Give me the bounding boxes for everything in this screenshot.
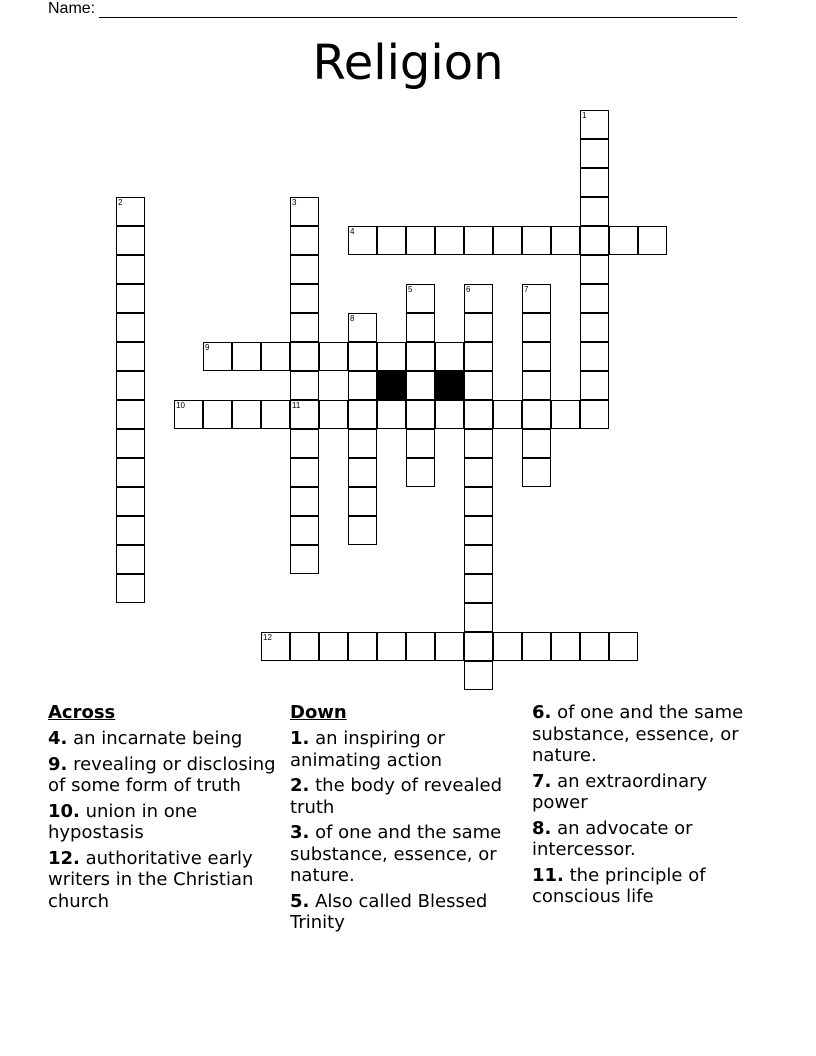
clue-down-3: 3. of one and the same substance, essence, or nature.: [290, 822, 502, 886]
grid-cell[interactable]: [464, 487, 493, 516]
grid-cell[interactable]: [464, 342, 493, 371]
grid-cell[interactable]: [116, 226, 145, 255]
grid-cell[interactable]: [609, 632, 638, 661]
grid-cell[interactable]: [290, 632, 319, 661]
grid-cell[interactable]: [319, 342, 348, 371]
clue-number: 6: [466, 285, 471, 294]
down-heading: Down: [290, 702, 347, 723]
clue-down-8: 8. an advocate or intercessor.: [532, 817, 693, 860]
grid-cell[interactable]: [290, 400, 319, 429]
grid-cell[interactable]: [580, 632, 609, 661]
clue-number: 11: [292, 401, 301, 410]
grid-cell[interactable]: [435, 400, 464, 429]
grid-cell[interactable]: [406, 429, 435, 458]
grid-cell[interactable]: [638, 226, 667, 255]
grid-cell[interactable]: [464, 574, 493, 603]
grid-cell[interactable]: [290, 487, 319, 516]
grid-cell[interactable]: [580, 110, 609, 139]
grid-cell[interactable]: [348, 313, 377, 342]
grid-cell[interactable]: [522, 284, 551, 313]
grid-cell[interactable]: [464, 545, 493, 574]
grid-cell[interactable]: [406, 400, 435, 429]
grid-cell[interactable]: [290, 226, 319, 255]
grid-cell[interactable]: [406, 371, 435, 400]
grid-cell[interactable]: [435, 226, 464, 255]
grid-cell[interactable]: [435, 632, 464, 661]
grid-cell[interactable]: [493, 632, 522, 661]
grid-cell[interactable]: [116, 284, 145, 313]
grid-cell[interactable]: [406, 632, 435, 661]
clue-down-7: 7. an extraordinary power: [532, 770, 708, 813]
grid-cell[interactable]: [580, 342, 609, 371]
grid-cell[interactable]: [290, 284, 319, 313]
clue-across-10: 10. union in one hypostasis: [48, 800, 198, 843]
grid-cell[interactable]: [348, 487, 377, 516]
down-clues: [290, 702, 526, 938]
grid-cell[interactable]: [464, 661, 493, 690]
grid-cell[interactable]: [261, 342, 290, 371]
grid-cell[interactable]: [232, 400, 261, 429]
grid-cell[interactable]: [609, 226, 638, 255]
grid-cell[interactable]: [522, 371, 551, 400]
grid-cell[interactable]: [580, 197, 609, 226]
clue-number: 1: [582, 111, 587, 120]
grid-cell[interactable]: [464, 226, 493, 255]
grid-cell[interactable]: [406, 226, 435, 255]
grid-cell[interactable]: [116, 197, 145, 226]
grid-cell[interactable]: [348, 400, 377, 429]
grid-cell[interactable]: [580, 371, 609, 400]
clue-down-5: 5. Also called Blessed Trinity: [290, 890, 488, 933]
grid-cell[interactable]: [116, 371, 145, 400]
grid-cell[interactable]: [377, 226, 406, 255]
grid-block: [377, 371, 406, 400]
clue-number: 8: [350, 314, 355, 323]
grid-cell[interactable]: [348, 342, 377, 371]
grid-cell[interactable]: [493, 226, 522, 255]
grid-cell[interactable]: [464, 429, 493, 458]
clue-across-12: 12. authoritative early writers in the Christian church: [48, 847, 254, 912]
grid-block: [435, 371, 464, 400]
grid-cell[interactable]: [377, 400, 406, 429]
name-label: Name:: [48, 0, 96, 17]
clue-down-6: 6. of one and the same substance, essence, or nature.: [532, 702, 744, 766]
grid-cell[interactable]: [580, 255, 609, 284]
grid-cell[interactable]: [116, 487, 145, 516]
grid-cell[interactable]: [290, 255, 319, 284]
grid-cell[interactable]: [580, 139, 609, 168]
grid-cell[interactable]: [522, 226, 551, 255]
grid-cell[interactable]: [551, 226, 580, 255]
grid-cell[interactable]: [348, 226, 377, 255]
grid-cell[interactable]: [464, 371, 493, 400]
grid-cell[interactable]: [493, 400, 522, 429]
grid-cell[interactable]: [464, 516, 493, 545]
grid-cell[interactable]: [580, 284, 609, 313]
grid-cell[interactable]: [464, 400, 493, 429]
down-clues-continued: [532, 702, 768, 912]
grid-cell[interactable]: [290, 197, 319, 226]
clue-down-11: 11. the principle of conscious life: [532, 864, 706, 907]
grid-cell[interactable]: [348, 429, 377, 458]
clue-number: 3: [292, 198, 297, 207]
grid-cell[interactable]: [116, 400, 145, 429]
grid-cell[interactable]: [290, 458, 319, 487]
grid-cell[interactable]: [551, 400, 580, 429]
clue-number: 5: [408, 285, 413, 294]
page-title: Religion: [312, 35, 504, 91]
grid-cell[interactable]: [116, 458, 145, 487]
grid-cell[interactable]: [464, 284, 493, 313]
grid-cell[interactable]: [116, 255, 145, 284]
grid-cell[interactable]: [522, 400, 551, 429]
grid-cell[interactable]: [580, 226, 609, 255]
grid-cell[interactable]: [377, 342, 406, 371]
grid-cell[interactable]: [290, 371, 319, 400]
grid-cell[interactable]: [406, 342, 435, 371]
clue-down-2: 2. the body of revealed truth: [290, 775, 503, 818]
grid-cell[interactable]: [232, 342, 261, 371]
grid-cell[interactable]: [290, 313, 319, 342]
grid-cell[interactable]: [290, 342, 319, 371]
grid-cell[interactable]: [464, 313, 493, 342]
grid-cell[interactable]: [377, 632, 406, 661]
grid-cell[interactable]: [435, 342, 464, 371]
clue-number: 12: [263, 633, 272, 642]
grid-cell[interactable]: [406, 313, 435, 342]
clue-number: 4: [350, 227, 355, 236]
grid-cell[interactable]: [464, 603, 493, 632]
grid-cell[interactable]: [522, 313, 551, 342]
grid-cell[interactable]: [116, 545, 145, 574]
grid-cell[interactable]: [406, 284, 435, 313]
grid-cell[interactable]: [116, 516, 145, 545]
grid-cell[interactable]: [464, 458, 493, 487]
across-clues: [48, 702, 284, 916]
grid-cell[interactable]: [522, 458, 551, 487]
across-heading: Across: [48, 702, 116, 723]
grid-cell[interactable]: [261, 400, 290, 429]
clue-across-4: 4. an incarnate being: [48, 728, 243, 749]
grid-cell[interactable]: [580, 168, 609, 197]
grid-cell[interactable]: [319, 632, 348, 661]
grid-cell[interactable]: [116, 313, 145, 342]
grid-cell[interactable]: [551, 632, 580, 661]
grid-cell[interactable]: [116, 342, 145, 371]
grid-cell[interactable]: [348, 458, 377, 487]
grid-cell[interactable]: [290, 429, 319, 458]
clue-number: 9: [205, 343, 210, 352]
grid-cell[interactable]: [580, 400, 609, 429]
grid-cell[interactable]: [116, 429, 145, 458]
grid-cell[interactable]: [290, 545, 319, 574]
grid-cell[interactable]: [319, 400, 348, 429]
grid-cell[interactable]: [348, 371, 377, 400]
grid-cell[interactable]: [261, 632, 290, 661]
grid-cell[interactable]: [116, 574, 145, 603]
grid-cell[interactable]: [522, 429, 551, 458]
grid-cell[interactable]: [203, 400, 232, 429]
grid-cell[interactable]: [580, 313, 609, 342]
grid-cell[interactable]: [406, 458, 435, 487]
grid-cell[interactable]: [464, 632, 493, 661]
clue-number: 7: [524, 285, 529, 294]
grid-cell[interactable]: [290, 516, 319, 545]
grid-cell[interactable]: [522, 632, 551, 661]
clue-number: 10: [176, 401, 185, 410]
clue-down-1: 1. an inspiring or animating action: [290, 728, 445, 771]
grid-cell[interactable]: [348, 516, 377, 545]
clue-number: 2: [118, 198, 123, 207]
grid-cell[interactable]: [522, 342, 551, 371]
grid-cell[interactable]: [348, 632, 377, 661]
grid-cell[interactable]: [174, 400, 203, 429]
clue-across-9: 9. revealing or disclosing of some form of truth: [48, 753, 276, 796]
grid-cell[interactable]: [203, 342, 232, 371]
